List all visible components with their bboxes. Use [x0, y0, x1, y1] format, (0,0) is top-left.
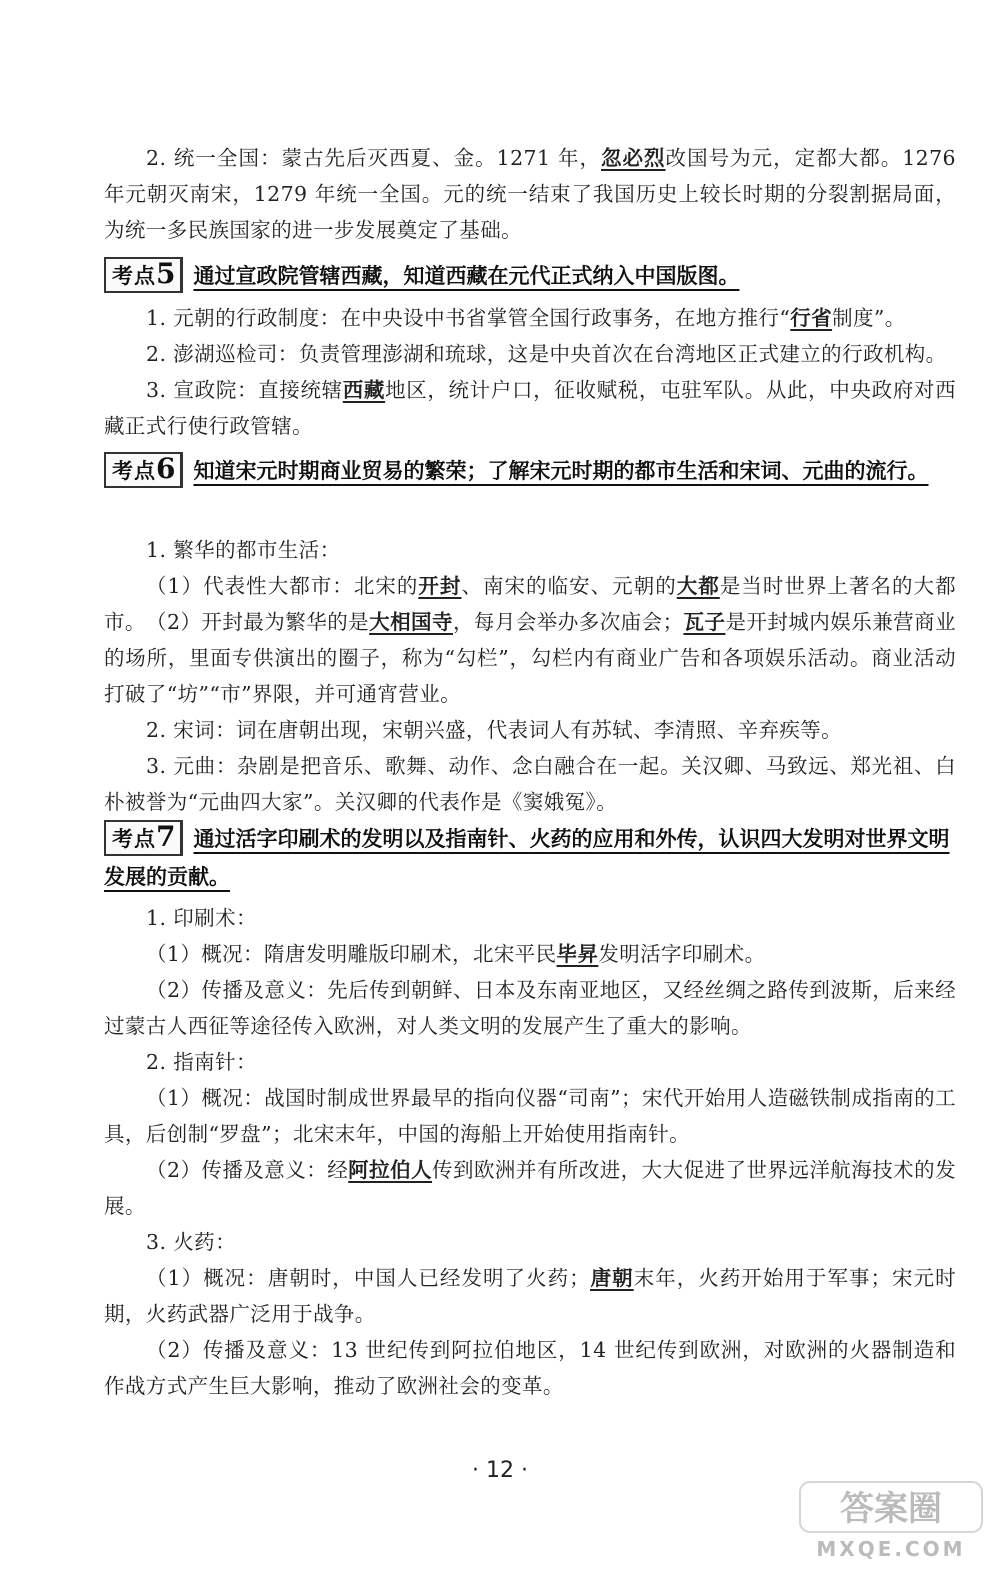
- page-number: · 12 ·: [472, 1458, 528, 1483]
- exam-point-5-title: 通过宣政院管辖西藏，知道西藏在元代正式纳入中国版图。: [193, 264, 740, 288]
- exam-point-6-badge: 考点6: [104, 452, 183, 488]
- paragraph-unification: 2. 统一全国：蒙古先后灭西夏、金。1271 年，忽必烈改国号为元，定都大都。1276 年元朝灭南宋，1279 年统一全国。元的统一结束了我国历史上较长时期的分裂割据局面，为统一多民族国家的进一步发展奠定了基础。: [104, 146, 957, 242]
- paragraph-printing-spread: （2）传播及意义：先后传到朝鲜、日本及东南亚地区，又经丝绸之路传到波斯，后来经过蒙古人西征等途径传入欧洲，对人类文明的发展产生了重大的影响。: [104, 978, 956, 1038]
- watermark-logo: [796, 1478, 986, 1564]
- paragraph-song-ci: 2. 宋词：词在唐朝出现，宋朝兴盛，代表词人有苏轼、李清照、辛弃疾等。: [146, 718, 843, 742]
- heading-compass: 2. 指南针：: [146, 1050, 257, 1074]
- paragraph-admin-system: 1. 元朝的行政制度：在中央设中书省掌管全国行政事务，在地方推行“行省制度”。: [146, 306, 906, 330]
- paragraph-printing-overview: （1）概况：隋唐发明雕版印刷术，北宋平民毕昇发明活字印刷术。: [146, 942, 766, 966]
- paragraph-compass-overview: （1）概况：战国时制成世界最早的指向仪器“司南”；宋代开始用人造磁铁制成指南的工具，后创制“罗盘”；北宋末年，中国的海船上开始使用指南针。: [104, 1086, 956, 1146]
- exam-point-7-badge: 考点7: [104, 820, 183, 856]
- kublai-khan: 忽必烈: [600, 146, 666, 170]
- paragraph-gunpowder-spread: （2）传播及意义：13 世纪传到阿拉伯地区，14 世纪传到欧洲，对欧洲的火器制造和作战方式产生巨大影响，推动了欧洲社会的变革。: [104, 1338, 956, 1398]
- heading-printing: 1. 印刷术：: [146, 906, 257, 930]
- paragraph-xuanzheng: 3. 宣政院：直接统辖西藏地区，统计户口，征收赋税，屯驻军队。从此，中央政府对西藏正式行使行政管辖。: [104, 378, 956, 438]
- exam-point-6-title: 知道宋元时期商业贸易的繁荣；了解宋元时期的都市生活和宋词、元曲的流行。: [193, 459, 929, 483]
- paragraph-gunpowder-overview: （1）概况：唐朝时，中国人已经发明了火药；唐朝末年，火药开始用于军事；宋元时期，火药武器广泛用于战争。: [104, 1266, 956, 1326]
- exam-point-5-badge: 考点5: [104, 257, 183, 293]
- paragraph-compass-spread: （2）传播及意义：经阿拉伯人传到欧洲并有所改进，大大促进了世界远洋航海技术的发展。: [104, 1158, 957, 1218]
- heading-city-life: 1. 繁华的都市生活：: [146, 538, 341, 562]
- exam-point-7: [104, 820, 960, 896]
- paragraph-penghu: 2. 澎湖巡检司：负责管理澎湖和琉球，这是中央首次在台湾地区正式建立的行政机构。: [146, 342, 947, 366]
- paragraph-yuan-qu: 3. 元曲：杂剧是把音乐、歌舞、动作、念白融合在一起。关汉卿、马致远、郑光祖、白朴被誉为“元曲四大家”。关汉卿的代表作是《窦娥冤》。: [104, 754, 956, 814]
- exam-point-6: [104, 452, 960, 490]
- exam-point-5: [104, 257, 960, 295]
- exam-point-7-title: 通过活字印刷术的发明以及指南针、火药的应用和外传，认识四大发明对世界文明发展的贡献。: [104, 827, 950, 889]
- watermark-logo-text: 答案圈: [840, 1489, 942, 1529]
- paragraph-big-cities: （1）代表性大都市：北宋的开封、南宋的临安、元朝的大都是当时世界上著名的大都市。: [104, 574, 956, 634]
- watermark-url: MXQE.COM: [816, 1537, 966, 1561]
- paragraph-kaifeng: （2）开封最为繁华的是大相国寺，每月会举办多次庙会；瓦子是开封城内娱乐兼营商业的场所，里面专供演出的圈子，称为“勾栏”，勾栏内有商业广告和各项娱乐活动。商业活动打破了“坊”“市”界限，并可通宵营业。: [104, 610, 956, 706]
- heading-gunpowder: 3. 火药：: [146, 1230, 236, 1254]
